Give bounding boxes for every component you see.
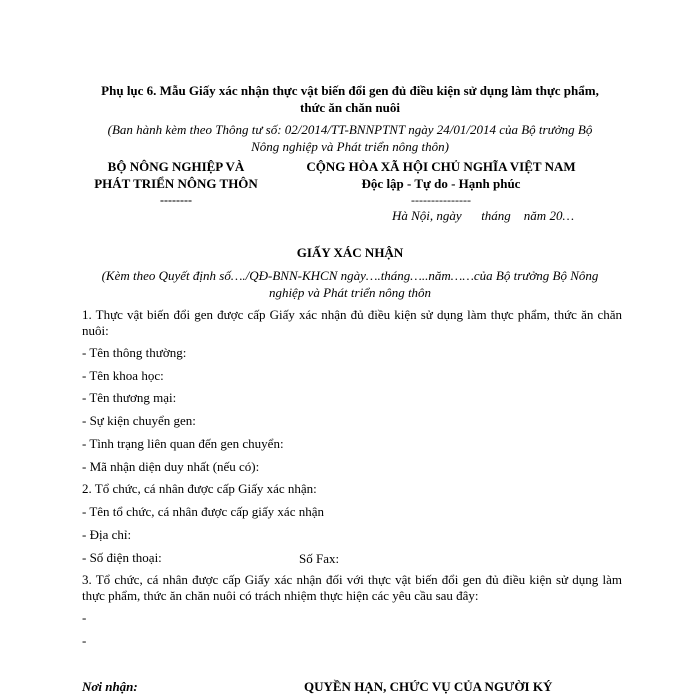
- national-motto: Độc lập - Tự do - Hạnh phúc: [361, 176, 521, 191]
- ministry-header: [76, 158, 276, 207]
- requirement-item-2: -: [82, 633, 87, 648]
- field-gene-status: - Tình trạng liên quan đến gen chuyển:: [82, 436, 284, 451]
- appendix-title-line-2: thức ăn chăn nuôi: [300, 100, 400, 115]
- section-3-heading: 3. Tổ chức, cá nhân được cấp Giấy xác nhận đối với thực vật biến đổi gen đủ điều kiện sử dụng làm thực phẩm, thức ăn chăn nuôi có trách nhiệm thực hiện các yêu cầu sau đây:: [82, 572, 622, 603]
- field-address: - Địa chỉ:: [82, 527, 132, 542]
- issued-note: [86, 121, 614, 155]
- field-trade-name: - Tên thương mại:: [82, 390, 177, 405]
- field-scientific-name: - Tên khoa học:: [82, 368, 164, 383]
- document-title: GIẤY XÁC NHẬN: [296, 245, 404, 260]
- section-2-heading: 2. Tổ chức, cá nhân được cấp Giấy xác nhận:: [82, 481, 317, 496]
- ministry-name-line-2: PHÁT TRIỂN NÔNG THÔN: [94, 176, 258, 191]
- field-phone: - Số điện thoại:: [82, 550, 162, 565]
- field-transformation-event: - Sự kiện chuyển gen:: [82, 413, 196, 428]
- accompanying-note-line-1: (Kèm theo Quyết định số…./QĐ-BNN-KHCN ngày….tháng…..năm……của Bộ trưởng Bộ Nông: [101, 268, 599, 283]
- field-common-name: - Tên thông thường:: [82, 345, 187, 360]
- signer-title: QUYỀN HẠN, CHỨC VỤ CỦA NGƯỜI KÝ: [304, 679, 553, 694]
- motto-divider: ---------------: [411, 193, 471, 207]
- national-header: [270, 158, 612, 207]
- appendix-title-line-1: Phụ lục 6. Mẫu Giấy xác nhận thực vật biến đổi gen đủ điều kiện sử dụng làm thực phẩm,: [101, 83, 599, 98]
- section-1-heading: 1. Thực vật biến đổi gen được cấp Giấy xác nhận đủ điều kiện sử dụng làm thực phẩm, thức ăn chăn nuôi:: [82, 307, 622, 338]
- accompanying-note: [80, 267, 620, 301]
- accompanying-note-line-2: nghiệp và Phát triển nông thôn: [268, 285, 432, 300]
- appendix-title: [80, 82, 620, 116]
- recipients-label: Nơi nhận:: [82, 679, 138, 694]
- requirement-item-1: -: [82, 610, 87, 625]
- field-organization-name: - Tên tổ chức, cá nhân được cấp giấy xác nhận: [82, 504, 324, 519]
- date-line: Hà Nội, ngày tháng năm 20…: [392, 208, 574, 223]
- field-unique-id: - Mã nhận diện duy nhất (nếu có):: [82, 459, 260, 474]
- ministry-divider: --------: [160, 193, 192, 207]
- republic-name: CỘNG HÒA XÃ HỘI CHỦ NGHĨA VIỆT NAM: [306, 159, 576, 174]
- ministry-name-line-1: BỘ NÔNG NGHIỆP VÀ: [107, 159, 245, 174]
- issued-note-line-2: Nông nghiệp và Phát triển nông thôn): [251, 139, 449, 154]
- issued-note-line-1: (Ban hành kèm theo Thông tư số: 02/2014/TT-BNNPTNT ngày 24/01/2014 của Bộ trưởng Bộ: [107, 122, 593, 137]
- field-fax: Số Fax:: [299, 551, 340, 566]
